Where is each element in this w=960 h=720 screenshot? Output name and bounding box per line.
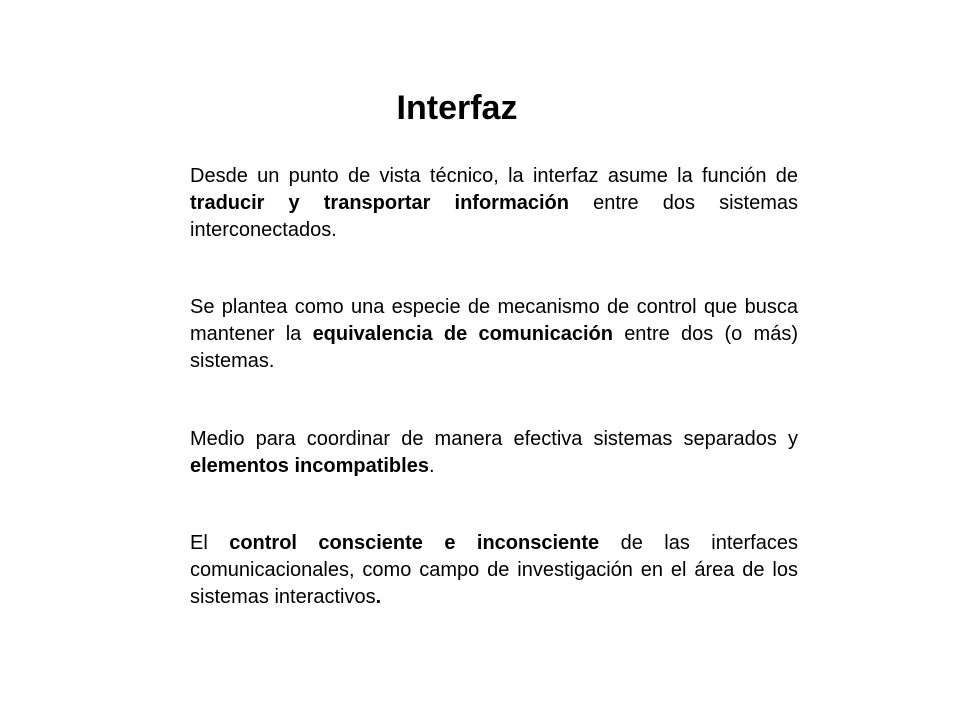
slide-title: Interfaz — [396, 89, 518, 127]
text-segment: entre dos (o más) sistemas. — [190, 323, 798, 372]
text-segment: . — [428, 455, 435, 477]
text-segment: de las interfaces comunicacionales, como campo de investigación en el área de los sistemas interactivos — [190, 532, 798, 608]
text-segment: entre dos sistemas interconectados. — [190, 192, 798, 241]
paragraph-coordination-medium — [190, 426, 798, 480]
text-segment: El — [190, 532, 230, 554]
bold-segment: elementos incompatibles — [190, 455, 429, 477]
bold-segment: traducir y transportar información — [190, 192, 569, 214]
bold-segment: . — [375, 586, 382, 608]
paragraph-translate-transport — [190, 163, 798, 244]
paragraph-control-mechanism — [190, 294, 798, 375]
text-segment: Se plantea como una especie de mecanismo de control que busca mantener la — [190, 296, 798, 345]
paragraph-conscious-control — [190, 530, 798, 611]
bold-segment: equivalencia de comunicación — [312, 323, 613, 345]
bold-segment: control consciente e inconsciente — [229, 532, 600, 554]
text-segment: Desde un punto de vista técnico, la interfaz asume la función de — [190, 165, 798, 187]
text-segment: Medio para coordinar de manera efectiva sistemas separados y — [190, 428, 798, 450]
